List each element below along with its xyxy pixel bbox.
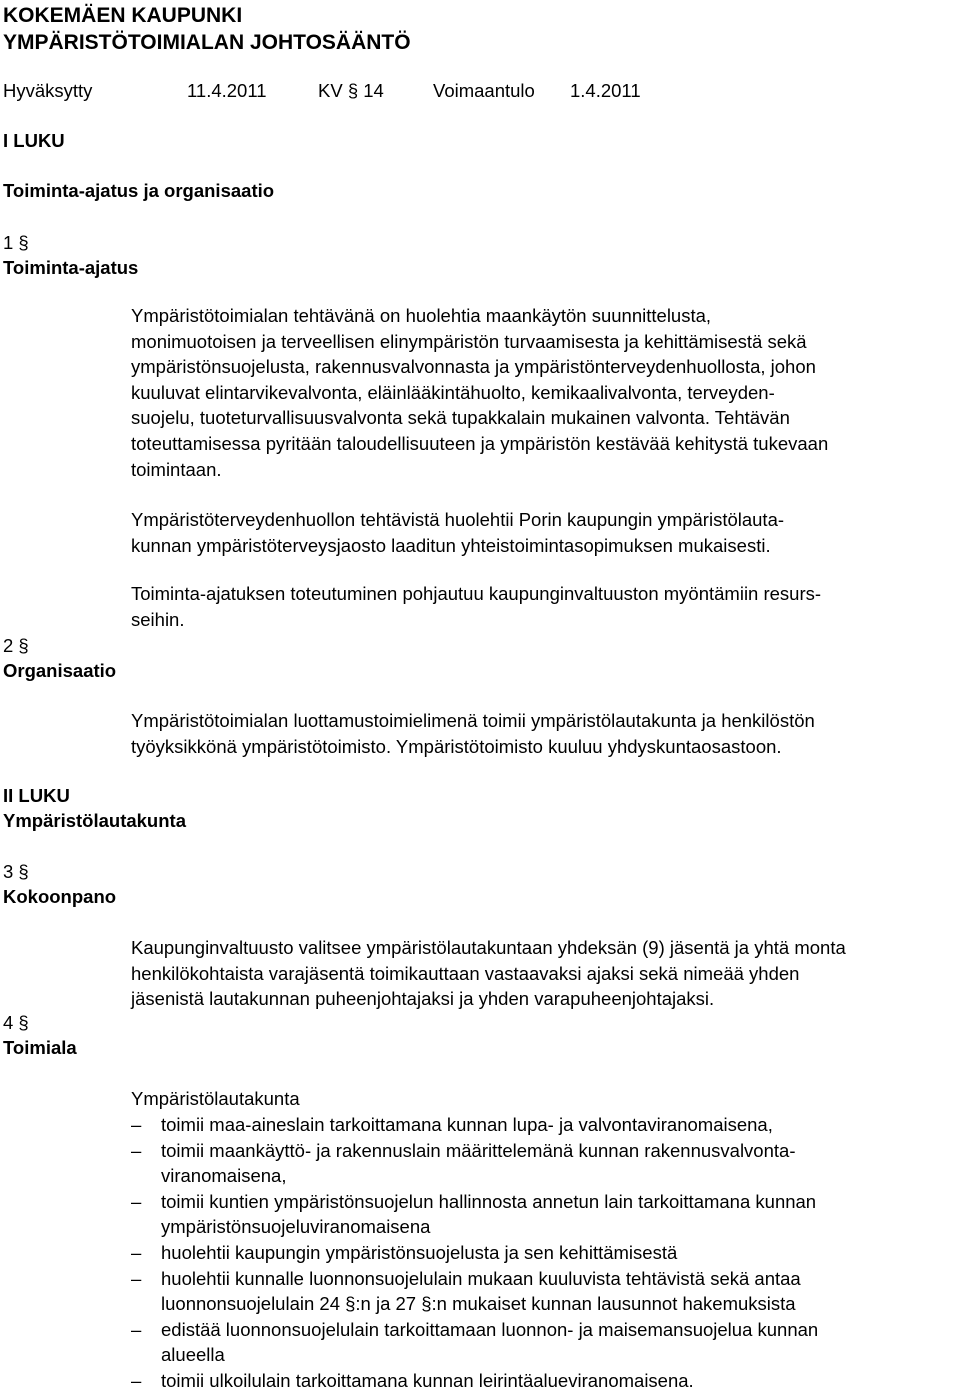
section-4-title: Toimiala — [3, 1037, 77, 1058]
section-2-paragraph-1 — [131, 708, 815, 759]
list-item — [131, 1240, 818, 1266]
list-item-text: alueella — [161, 1344, 225, 1366]
chapter-2-subtitle: Ympäristölautakunta — [3, 810, 186, 831]
list-item-text: toimii maa-aineslain tarkoittamana kunnan lupa- ja valvontaviranomaisena, — [161, 1114, 773, 1135]
effective-date: 1.4.2011 — [570, 80, 641, 101]
section-3-number: 3 § — [3, 861, 29, 882]
paragraph-line: suojelu, tuoteturvallisuusvalvonta sekä tupakkalain mukainen valvonta. Tehtävän — [131, 407, 790, 429]
paragraph-line: toteuttamisessa pyritään taloudellisuuteen ja ympäristön kestävää kehitystä tukevaan — [131, 432, 829, 454]
paragraph-line: Toiminta-ajatuksen toteutuminen pohjautuu kaupunginvaltuuston myöntämiin resurs- — [131, 583, 822, 604]
section-4-number: 4 § — [3, 1012, 29, 1033]
approved-label: Hyväksytty — [3, 80, 93, 101]
dash-bullet-icon: – — [131, 1241, 142, 1263]
paragraph-line: seihin. — [131, 608, 185, 630]
section-1-paragraph-3 — [131, 581, 821, 632]
chapter-2-title: II LUKU — [3, 785, 70, 806]
list-item-text: viranomaisena, — [161, 1165, 287, 1187]
list-item-text: ympäristönsuojeluviranomaisena — [161, 1216, 431, 1238]
document-title: YMPÄRISTÖTOIMIALAN JOHTOSÄÄNTÖ — [3, 31, 411, 54]
dash-bullet-icon: – — [131, 1267, 142, 1289]
paragraph-line: henkilökohtaista varajäsentä toimikauttaan vastaavaksi ajaksi sekä nimeää yhden — [131, 962, 800, 984]
list-item-text: toimii maankäyttö- ja rakennuslain määrittelemänä kunnan rakennusvalvonta- — [161, 1139, 796, 1161]
list-item — [131, 1368, 818, 1394]
list-item-text: luonnonsuojelulain 24 §:n ja 27 §:n mukaiset kunnan lausunnot hakemuksista — [161, 1293, 796, 1315]
list-item-text: huolehtii kunnalle luonnonsuojelulain mukaan kuuluvista tehtävistä sekä antaa — [161, 1267, 801, 1289]
list-item-text: toimii ulkoilulain tarkoittamana kunnan leirintäalueviranomaisena. — [161, 1369, 694, 1391]
dash-bullet-icon: – — [131, 1190, 142, 1212]
section-1-number: 1 § — [3, 232, 29, 253]
paragraph-line: monimuotoisen ja terveellisen elinympäristön turvaamisesta ja kehittämisestä sekä — [131, 330, 807, 352]
list-item-text: toimii kuntien ympäristönsuojelun hallinnosta annetun lain tarkoittamana kunnan — [161, 1190, 817, 1212]
council-reference: KV § 14 — [318, 80, 384, 101]
paragraph-line: jäsenistä lautakunnan puheenjohtajaksi ja yhden varapuheenjohtajaksi. — [131, 988, 715, 1010]
dash-bullet-icon: – — [131, 1139, 142, 1161]
list-item-text: huolehtii kaupungin ympäristönsuojelusta ja sen kehittämisestä — [161, 1241, 678, 1263]
list-item — [131, 1266, 818, 1317]
section-2-number: 2 § — [3, 635, 29, 656]
section-1-paragraph-2 — [131, 507, 784, 558]
section-4-intro: Ympäristölautakunta — [131, 1088, 300, 1109]
dash-bullet-icon: – — [131, 1318, 142, 1340]
list-item — [131, 1317, 818, 1368]
chapter-1-subtitle: Toiminta-ajatus ja organisaatio — [3, 180, 275, 201]
effective-label: Voimaantulo — [433, 80, 535, 101]
dash-bullet-icon: – — [131, 1369, 142, 1391]
paragraph-line: työyksikkönä ympäristötoimisto. Ympäristötoimisto kuuluu yhdyskuntaosastoon. — [131, 735, 782, 757]
approved-date: 11.4.2011 — [187, 80, 267, 101]
paragraph-line: kunnan ympäristöterveysjaosto laaditun yhteistoimintasopimuksen mukaisesti. — [131, 534, 771, 556]
organization-name: KOKEMÄEN KAUPUNKI — [3, 4, 243, 27]
chapter-1-title: I LUKU — [3, 130, 65, 151]
paragraph-line: kuuluvat elintarvikevalvonta, eläinlääkintähuolto, kemikaalivalvonta, terveyden- — [131, 381, 775, 403]
paragraph-line: Ympäristöterveydenhuollon tehtävistä huolehtii Porin kaupungin ympäristölauta- — [131, 509, 785, 530]
section-4-duties-list — [131, 1112, 818, 1394]
list-item — [131, 1112, 818, 1138]
paragraph-line: Ympäristötoimialan luottamustoimielimenä toimii ympäristölautakunta ja henkilöstön — [131, 710, 815, 731]
list-item-text: edistää luonnonsuojelulain tarkoittamaan luonnon- ja maisemansuojelua kunnan — [161, 1318, 819, 1340]
list-item — [131, 1138, 818, 1189]
dash-bullet-icon: – — [131, 1114, 142, 1135]
paragraph-line: Kaupunginvaltuusto valitsee ympäristölautakuntaan yhdeksän (9) jäsentä ja yhtä monta — [131, 937, 846, 958]
section-2-title: Organisaatio — [3, 660, 117, 681]
section-1-title: Toiminta-ajatus — [3, 257, 139, 278]
paragraph-line: Ympäristötoimialan tehtävänä on huolehtia maankäytön suunnittelusta, — [131, 305, 712, 326]
section-3-title: Kokoonpano — [3, 886, 117, 907]
paragraph-line: toimintaan. — [131, 458, 222, 480]
section-1-paragraph-1 — [131, 303, 828, 482]
section-3-paragraph-1 — [131, 935, 846, 1012]
paragraph-line: ympäristönsuojelusta, rakennusvalvonnasta ja ympäristönterveydenhuollosta, johon — [131, 356, 816, 378]
list-item — [131, 1189, 818, 1240]
